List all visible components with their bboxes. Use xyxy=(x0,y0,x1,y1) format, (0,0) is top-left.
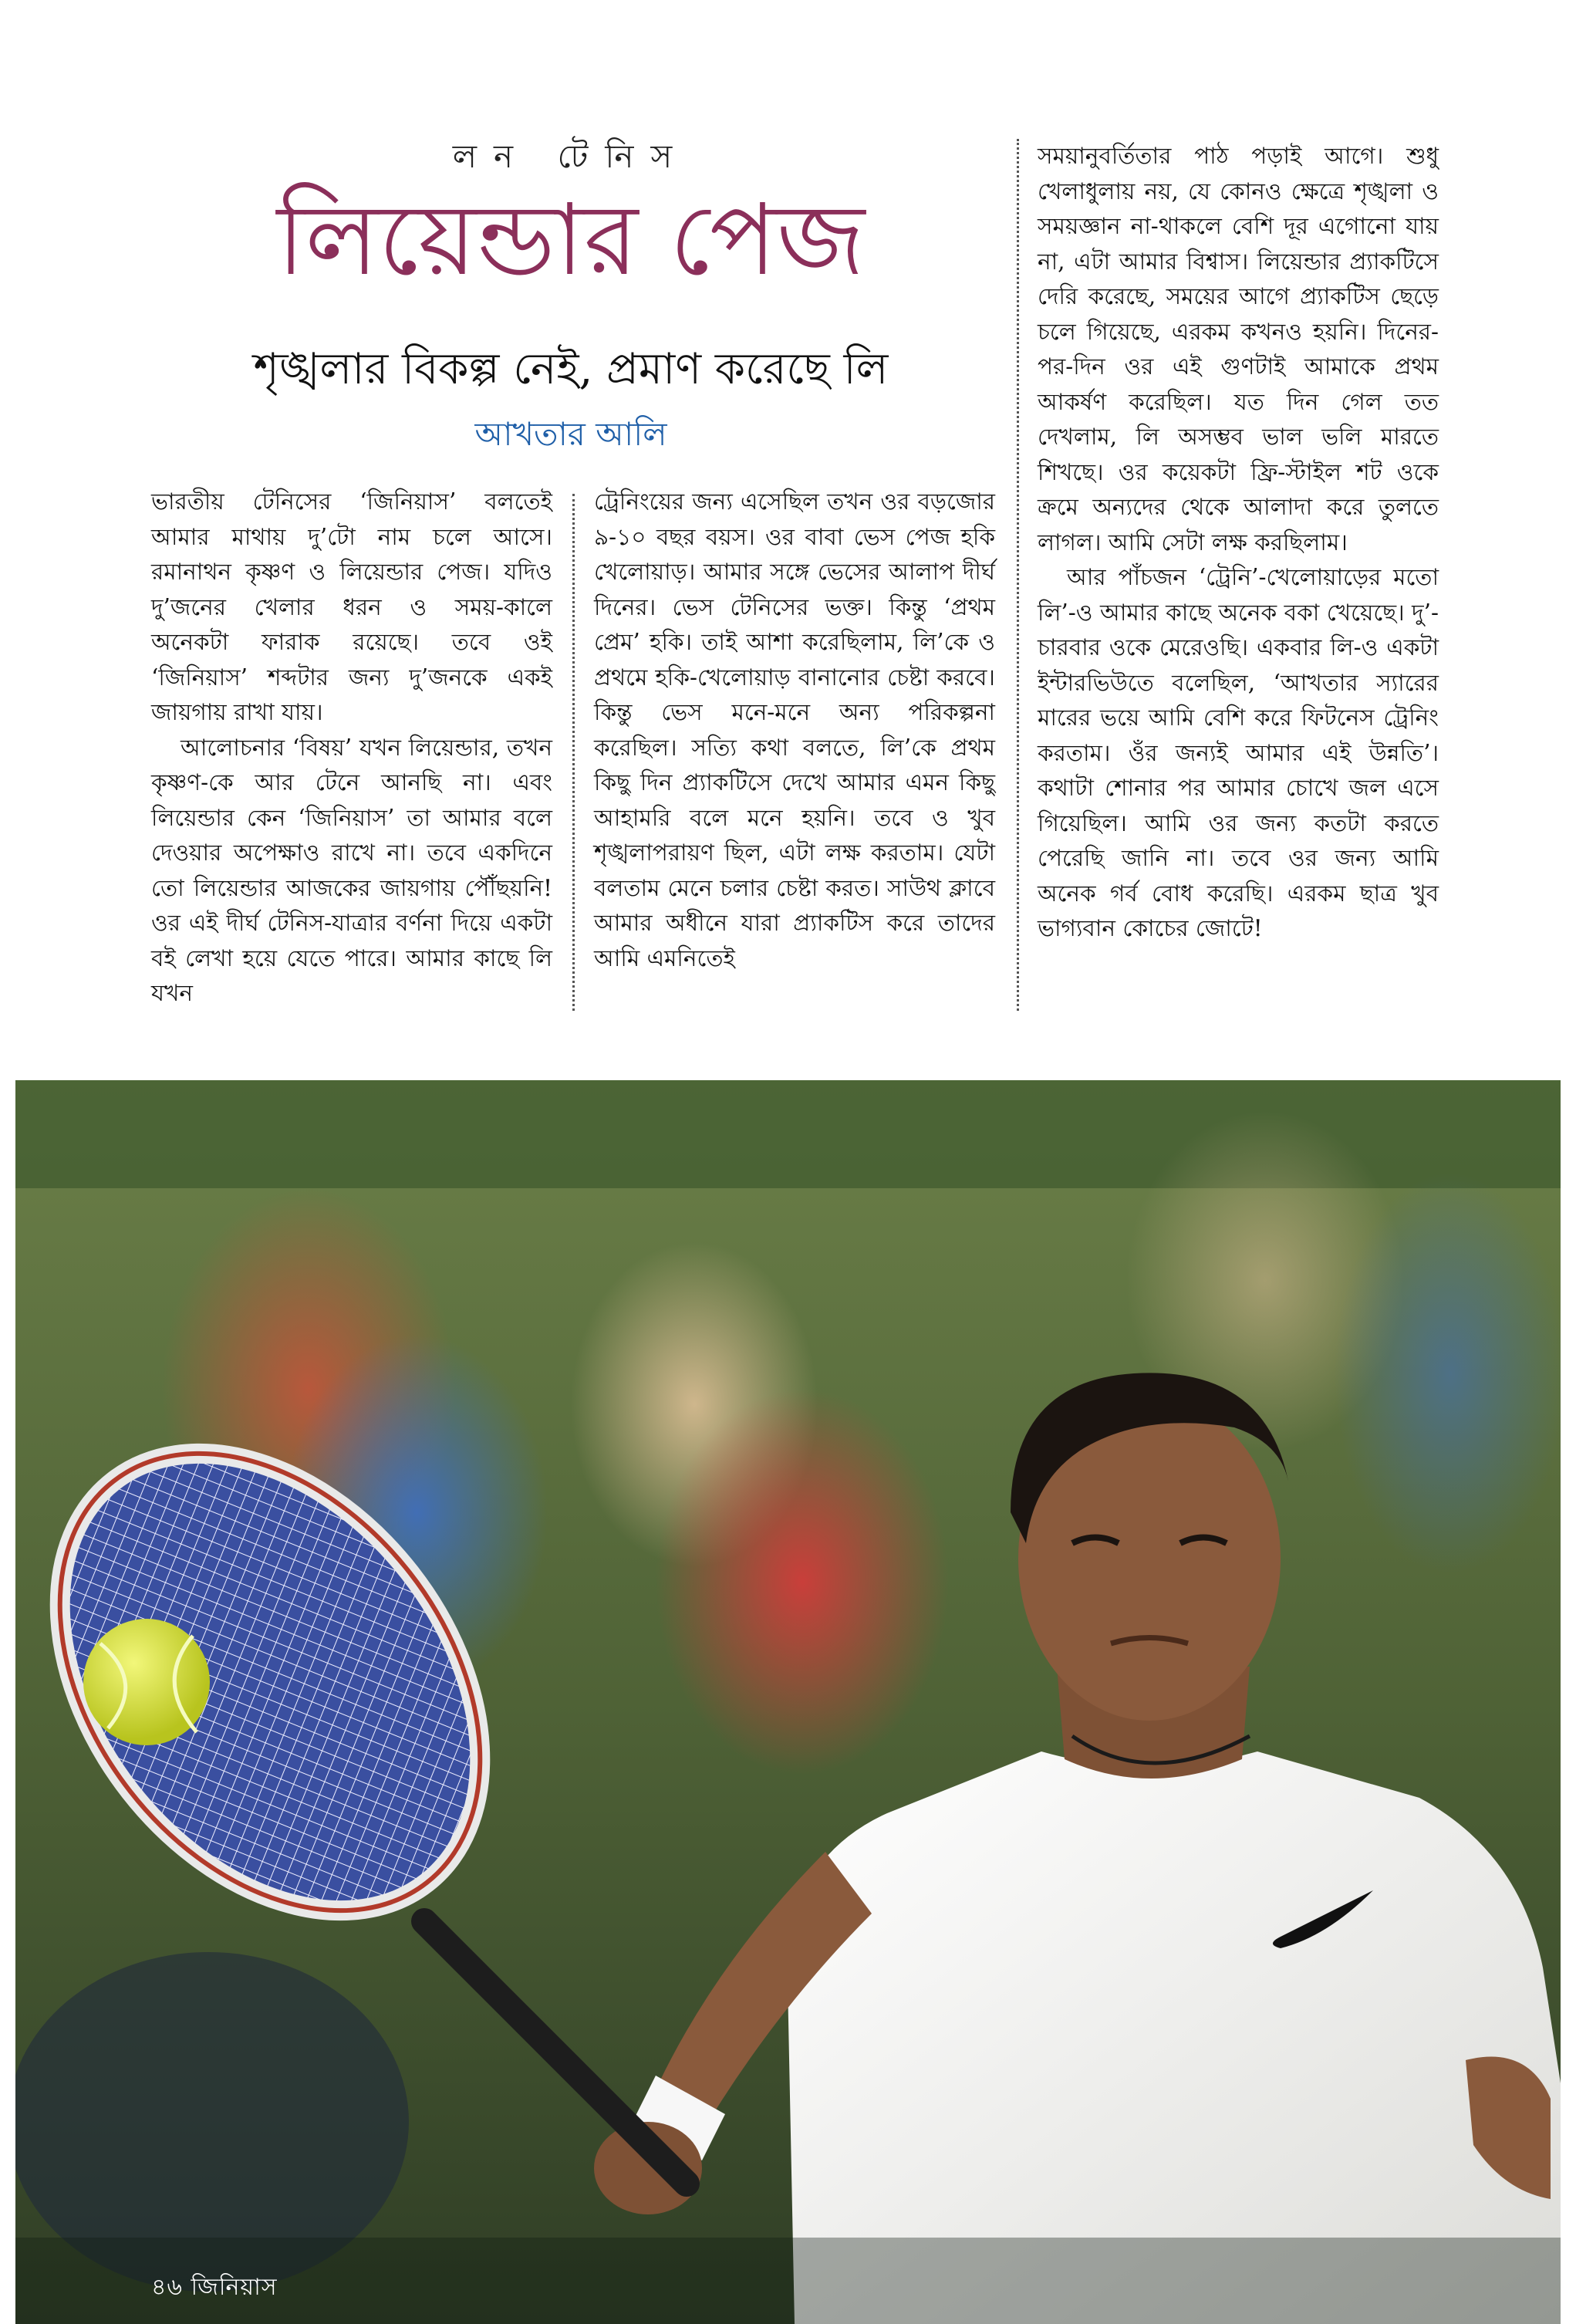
column-divider xyxy=(572,494,575,1011)
page-folio: ৪৬ জিনিয়াস xyxy=(151,2274,278,2301)
paragraph: আর পাঁচজন ‘ট্রেনি’-খেলোয়াড়ের মতো লি’-ও আমার কাছে অনেক বকা খেয়েছে। দু’-চারবার ওকে মেরেওছি। একবার লি-ও একটা ইন্টারভিউতে বলেছিল, ‘আখতার স্যারের মারের ভয়ে আমি বেশি করে ফিটনেস ট্রেনিং করতাম। ওঁর জন্যই আমার এই উন্নতি’। কথাটা শোনার পর আমার চোখে জল এসে গিয়েছিল। আমি ওর জন্য কতটা করতে পেরেছি জানি না। তবে ওর জন্য আমি অনেক গর্ব বোধ করেছি। এরকম ছাত্র খুব ভাগ্যবান কোচের জোটে! xyxy=(1038,564,1439,941)
section-kicker: লন টেনিস xyxy=(452,137,690,175)
paragraph: সময়ানুবর্তিতার পাঠ পড়াই আগে। শুধু খেলাধুলায় নয়, যে কোনও ক্ষেত্রে শৃঙ্খলা ও সময়জ্ঞান না-থাকলে বেশি দূর এগোনো যায় না, এটা আমার বিশ্বাস। লিয়েন্ডার প্র্যাকটিসে দেরি করেছে, সময়ের আগে প্র্যাকটিস ছেড়ে চলে গিয়েছে, এরকম কখনও হয়নি। দিনের-পর-দিন ওর এই গুণটাই আমাকে প্রথম আকর্ষণ করেছিল। যত দিন গেল তত দেখলাম, লি অসম্ভব ভাল ভলি মারতে শিখছে। ওর কয়েকটা ফ্রি-স্টাইল শট ওকে ক্রমে অন্যদের থেকে আলাদা করে তুলতে লাগল। আমি সেটা লক্ষ করছিলাম। xyxy=(1038,143,1439,556)
tennis-player-photo xyxy=(15,1080,1561,2324)
article-column-3 xyxy=(1038,139,1439,947)
paragraph: ভারতীয় টেনিসের ‘জিনিয়াস’ বলতেই আমার মাথায় দু’টো নাম চলে আসে। রমানাথন কৃষ্ণণ ও লিয়েন্ডার পেজ। যদিও দু’জনের খেলার ধরন ও সময়-কালে অনেকটা ফারাক রয়েছে। তবে ওই ‘জিনিয়াস’ শব্দটার জন্য দু’জনকে একই জায়গায় রাখা যায়। xyxy=(151,488,552,725)
author-byline: আখতার আলি xyxy=(474,415,667,453)
article-title: লিয়েন্ডার পেজ xyxy=(276,183,866,298)
article-column-2 xyxy=(594,485,995,976)
paragraph: আলোচনার ‘বিষয়’ যখন লিয়েন্ডার, তখন কৃষ্ণণ-কে আর টেনে আনছি না। এবং লিয়েন্ডার কেন ‘জিনিয়াস’ তা আমার বলে দেওয়ার অপেক্ষাও রাখে না। তবে একদিনে তো লিয়েন্ডার আজকের জায়গায় পৌঁছয়নি! ওর এই দীর্ঘ টেনিস-যাত্রার বর্ণনা দিয়ে একটা বই লেখা হয়ে যেতে পারে। আমার কাছে লি যখন xyxy=(151,734,552,1006)
article-column-1 xyxy=(151,485,552,1012)
paragraph: ট্রেনিংয়ের জন্য এসেছিল তখন ওর বড়জোর ৯-১০ বছর বয়স। ওর বাবা ভেস পেজ হকি খেলোয়াড়। আমার সঙ্গে ভেসের আলাপ দীর্ঘ দিনের। ভেস টেনিসের ভক্ত। কিন্তু ‘প্রথম প্রেম’ হকি। তাই আশা করেছিলাম, লি’কে ও প্রথমে হকি-খেলোয়াড় বানানোর চেষ্টা করবে। কিন্তু ভেস মনে-মনে অন্য পরিকল্পনা করেছিল। সত্যি কথা বলতে, লি’কে প্রথম কিছু দিন প্র্যাকটিসে দেখে আমার এমন কিছু আহামরি বলে মনে হয়নি। তবে ও খুব শৃঙ্খলাপরায়ণ ছিল, এটা লক্ষ করতাম। যেটা বলতাম মেনে চলার চেষ্টা করত। সাউথ ক্লাবে আমার অধীনে যারা প্র্যাকটিস করে তাদের আমি এমনিতেই xyxy=(594,488,995,971)
photo-illustration xyxy=(15,1080,1561,2324)
column-divider xyxy=(1017,139,1019,1011)
article-subtitle: শৃঙ্খলার বিকল্প নেই, প্রমাণ করেছে লি xyxy=(253,344,889,394)
